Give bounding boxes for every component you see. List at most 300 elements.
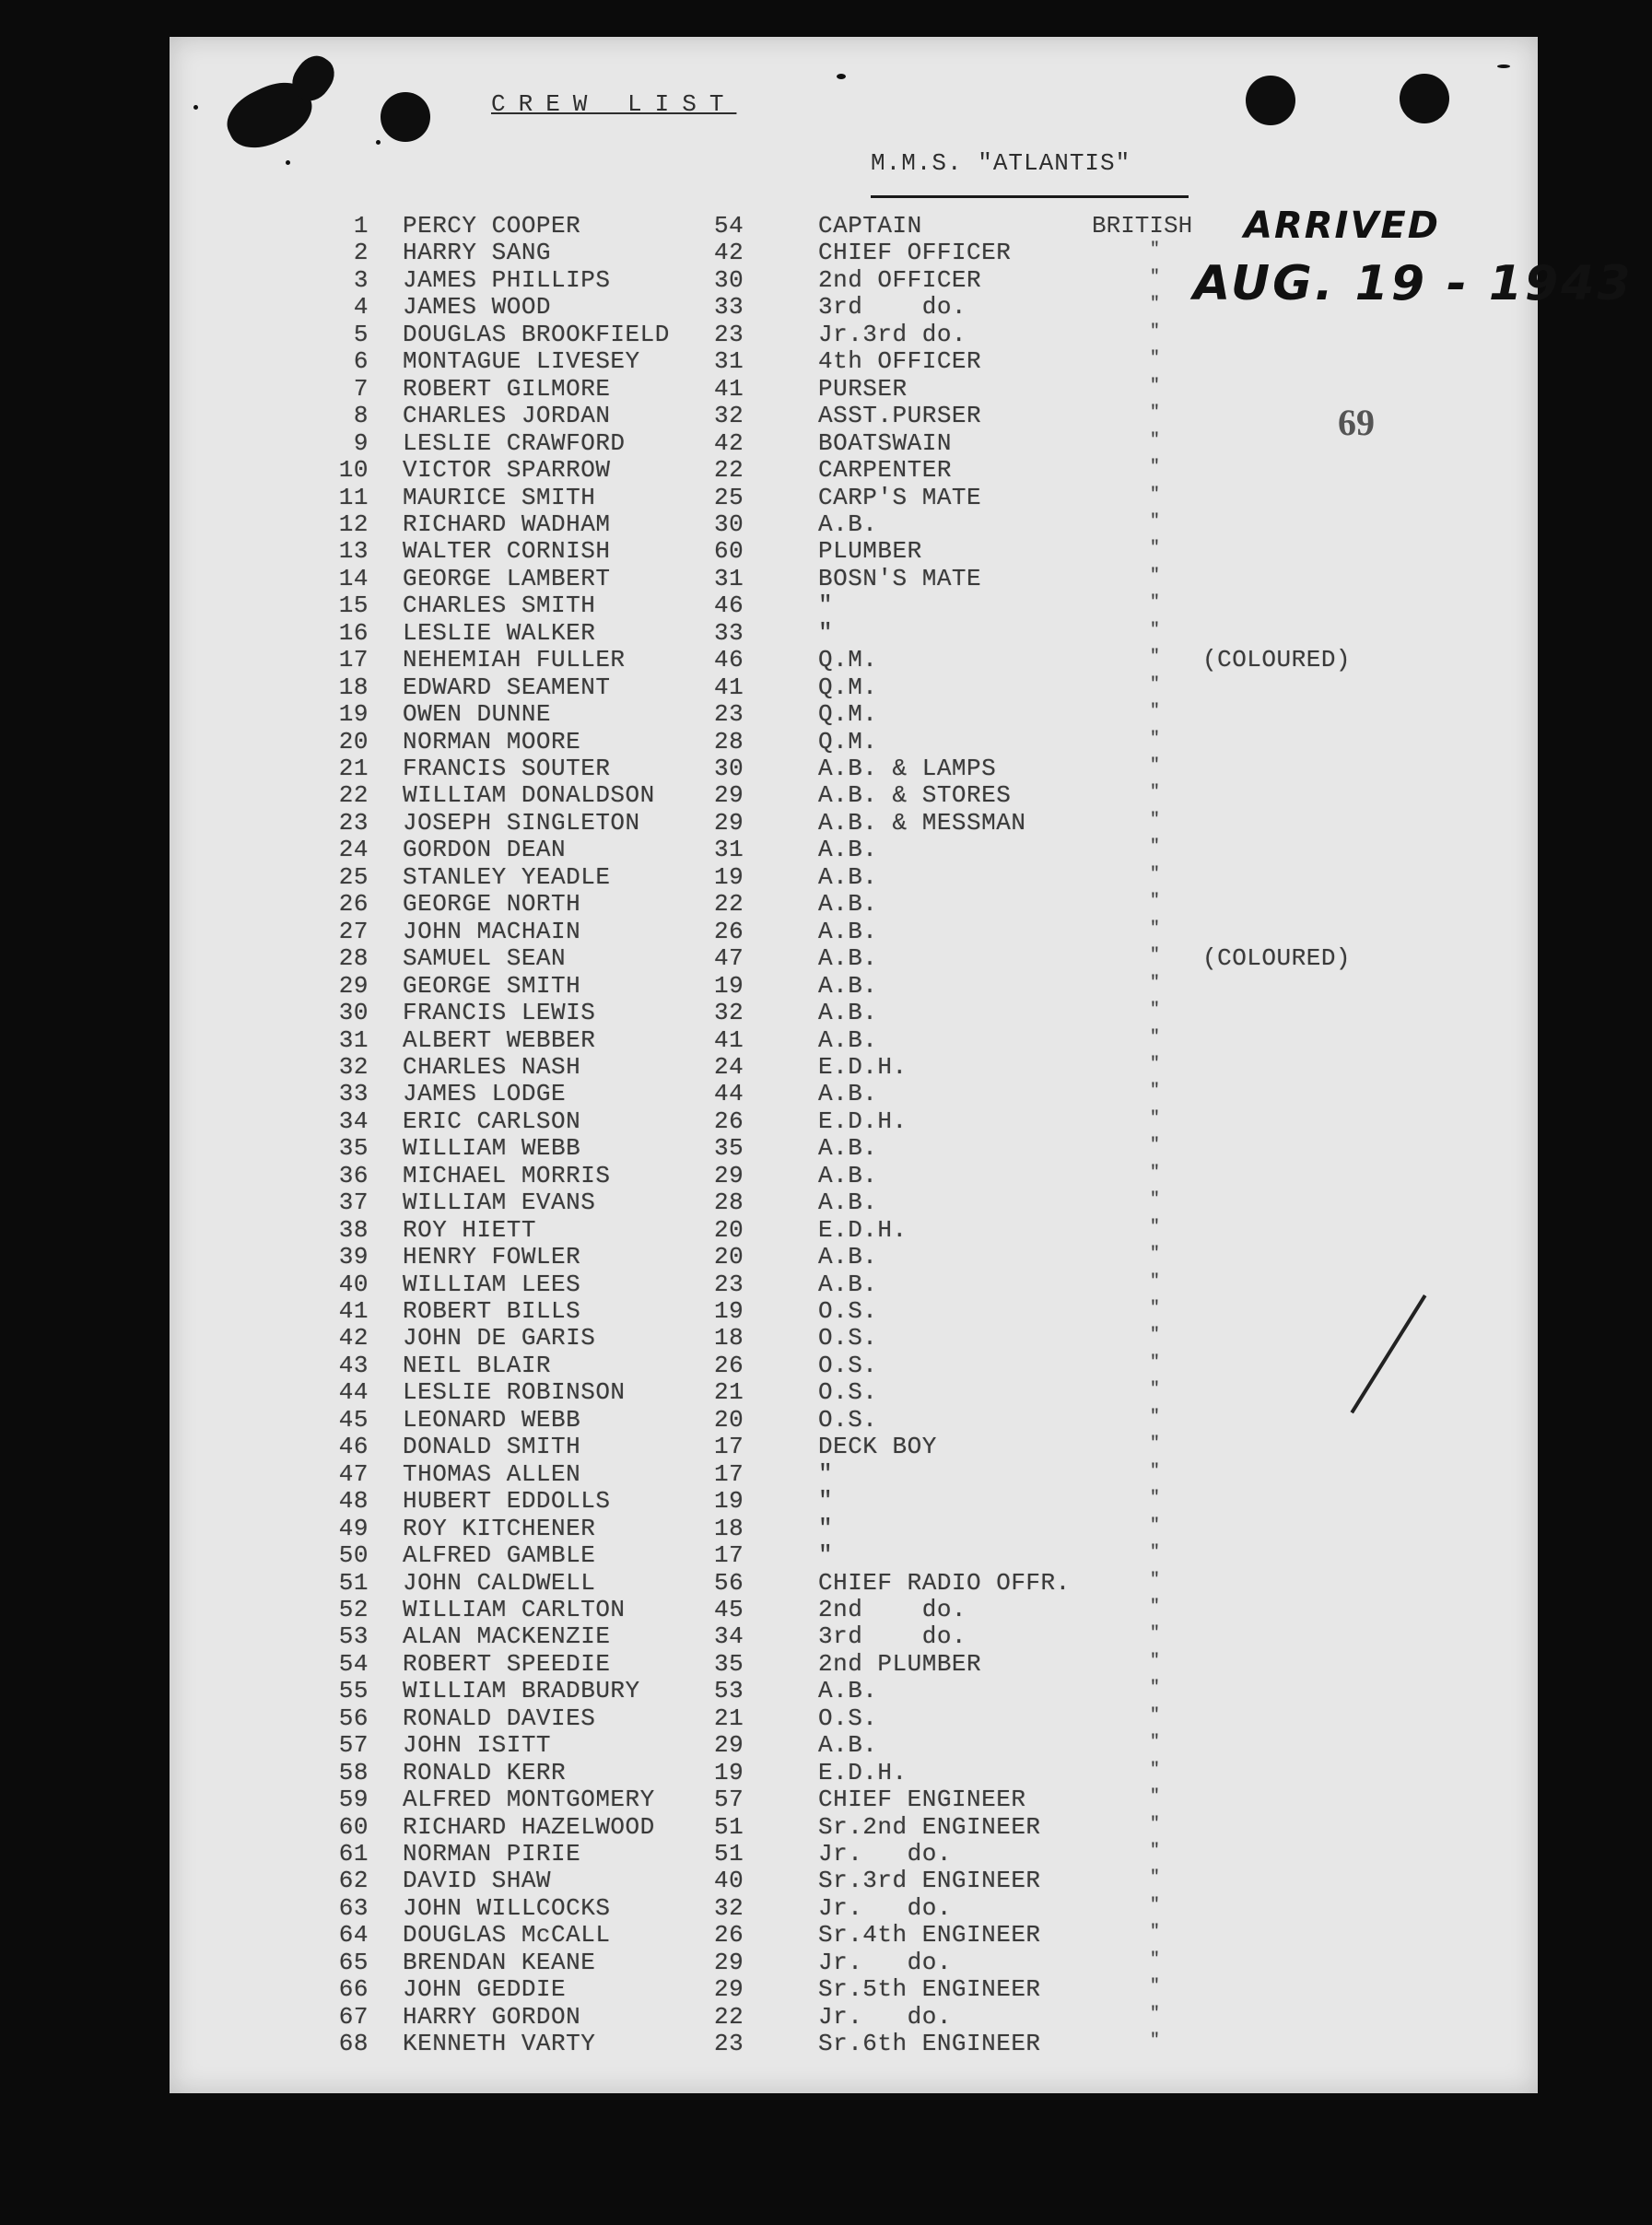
crew-age: 24: [714, 1052, 744, 1081]
crew-name: JAMES LODGE: [403, 1080, 567, 1108]
crew-rank: Q.M.: [818, 646, 878, 674]
crew-nationality: ": [1150, 702, 1161, 721]
crew-name: ALFRED GAMBLE: [403, 1541, 596, 1570]
crew-name: ROBERT GILMORE: [403, 374, 611, 403]
row-number: 33: [338, 1080, 369, 1108]
crew-age: 17: [714, 1541, 744, 1570]
row-number: 54: [338, 1649, 369, 1678]
row-number: 27: [338, 917, 369, 945]
crew-name: ROY KITCHENER: [403, 1514, 596, 1542]
crew-nationality: ": [1150, 539, 1161, 558]
crew-nationality: ": [1150, 1082, 1161, 1101]
crew-name: MONTAGUE LIVESEY: [403, 347, 640, 376]
row-number: 64: [338, 1921, 369, 1950]
crew-name: NORMAN MOORE: [403, 727, 581, 755]
row-number: 1: [353, 212, 369, 240]
crew-nationality: ": [1150, 458, 1161, 477]
crew-rank: O.S.: [818, 1351, 878, 1379]
crew-rank: 2nd OFFICER: [818, 265, 982, 294]
row-number: 28: [338, 944, 369, 973]
crew-name: GEORGE SMITH: [403, 971, 581, 1000]
crew-rank: E.D.H.: [818, 1215, 908, 1244]
row-number: 35: [338, 1134, 369, 1163]
row-number: 56: [338, 1704, 369, 1732]
crew-name: JOHN WILLCOCKS: [403, 1893, 611, 1922]
crew-nationality: ": [1150, 674, 1161, 694]
row-number: 12: [338, 509, 369, 538]
crew-name: RONALD DAVIES: [403, 1704, 596, 1732]
crew-age: 51: [714, 1812, 744, 1841]
crew-name: KENNETH VARTY: [403, 2030, 596, 2058]
crew-name: WILLIAM DONALDSON: [403, 781, 655, 810]
crew-name: DAVID SHAW: [403, 1867, 552, 1895]
crew-age: 35: [714, 1134, 744, 1163]
row-number: 6: [353, 347, 369, 376]
crew-age: 19: [714, 1297, 744, 1325]
row-number: 48: [338, 1487, 369, 1516]
crew-nationality: ": [1150, 322, 1161, 341]
crew-age: 57: [714, 1786, 744, 1814]
crew-rank: Jr. do.: [818, 1893, 952, 1922]
crew-age: 20: [714, 1215, 744, 1244]
crew-rank: E.D.H.: [818, 1052, 908, 1081]
crew-rank: ": [818, 1541, 834, 1570]
row-number: 4: [353, 293, 369, 322]
crew-age: 17: [714, 1459, 744, 1488]
crew-rank: O.S.: [818, 1704, 878, 1732]
crew-name: RONALD KERR: [403, 1758, 567, 1786]
ink-speck: [837, 74, 846, 79]
crew-rank: A.B. & LAMPS: [818, 755, 997, 782]
crew-rank: ASST.PURSER: [818, 402, 982, 430]
crew-name: GEORGE NORTH: [403, 890, 581, 919]
crew-age: 26: [714, 1107, 744, 1135]
crew-rank: 2nd do.: [818, 1595, 967, 1623]
crew-rank: CARPENTER: [818, 456, 952, 485]
crew-name: JOHN ISITT: [403, 1731, 552, 1760]
crew-name: DOUGLAS McCALL: [403, 1921, 611, 1950]
crew-rank: PLUMBER: [818, 537, 922, 566]
row-number: 31: [338, 1025, 369, 1054]
crew-nationality: ": [1150, 1108, 1161, 1128]
crew-nationality: ": [1150, 1624, 1161, 1644]
folio-number: 69: [1338, 402, 1375, 443]
crew-nationality: ": [1150, 376, 1161, 395]
crew-age: 17: [714, 1433, 744, 1461]
row-number: 24: [338, 836, 369, 864]
crew-rank: PURSER: [818, 374, 908, 403]
row-number: 13: [338, 537, 369, 566]
crew-age: 33: [714, 618, 744, 647]
crew-nationality: ": [1150, 2004, 1161, 2023]
row-number: 19: [338, 700, 369, 729]
crew-age: 18: [714, 1324, 744, 1353]
crew-age: 40: [714, 1867, 744, 1895]
crew-name: JAMES WOOD: [403, 293, 552, 322]
crew-rank: 2nd PLUMBER: [818, 1649, 982, 1678]
crew-nationality: ": [1150, 1842, 1161, 1860]
crew-rank: CHIEF RADIO OFFR.: [818, 1568, 1071, 1597]
crew-rank: ": [818, 1514, 834, 1542]
crew-name: LESLIE CRAWFORD: [403, 428, 626, 457]
crew-age: 29: [714, 1731, 744, 1760]
crew-age: 19: [714, 862, 744, 891]
crew-name: ROY HIETT: [403, 1215, 536, 1244]
crew-rank: BOATSWAIN: [818, 428, 952, 457]
row-number: 61: [338, 1840, 369, 1868]
crew-age: 29: [714, 1975, 744, 2004]
row-number: 8: [353, 402, 369, 430]
row-number: 2: [353, 239, 369, 267]
crew-nationality: ": [1150, 783, 1161, 802]
row-number: 58: [338, 1758, 369, 1786]
row-number: 55: [338, 1677, 369, 1705]
crew-nationality: ": [1150, 566, 1161, 585]
crew-nationality: ": [1150, 1353, 1161, 1372]
ink-speck: [376, 140, 381, 145]
crew-nationality: ": [1150, 485, 1161, 504]
row-number: 47: [338, 1459, 369, 1488]
crew-rank: A.B.: [818, 836, 878, 864]
crew-rank: Jr.3rd do.: [818, 320, 967, 348]
row-number: 5: [353, 320, 369, 348]
crew-note: (COLOURED): [1202, 646, 1352, 674]
crew-nationality: ": [1150, 593, 1161, 613]
crew-nationality: ": [1150, 1977, 1161, 1997]
crew-nationality: ": [1150, 919, 1161, 938]
crew-name: JOHN CALDWELL: [403, 1568, 596, 1597]
crew-rank: ": [818, 618, 834, 647]
crew-rank: Jr. do.: [818, 1948, 952, 1976]
crew-rank: CHIEF OFFICER: [818, 239, 1012, 267]
crew-age: 31: [714, 836, 744, 864]
crew-rank: A.B.: [818, 999, 878, 1027]
crew-name: CHARLES NASH: [403, 1052, 581, 1081]
crew-nationality: ": [1150, 430, 1161, 450]
crew-rank: A.B.: [818, 1189, 878, 1217]
crew-name: HARRY GORDON: [403, 2002, 581, 2031]
crew-age: 22: [714, 890, 744, 919]
crew-rank: CHIEF ENGINEER: [818, 1786, 1026, 1814]
crew-name: GEORGE LAMBERT: [403, 564, 611, 592]
crew-rank: A.B.: [818, 1243, 878, 1271]
crew-name: ALAN MACKENZIE: [403, 1622, 611, 1651]
crew-age: 56: [714, 1568, 744, 1597]
handwritten-date: AUG. 19 - 1943: [1193, 256, 1634, 311]
crew-name: JOHN MACHAIN: [403, 917, 581, 945]
row-number: 14: [338, 564, 369, 592]
row-number: 16: [338, 618, 369, 647]
crew-rank: O.S.: [818, 1324, 878, 1353]
ship-name-underline: [871, 195, 1189, 198]
crew-age: 29: [714, 808, 744, 837]
crew-name: NEIL BLAIR: [403, 1351, 552, 1379]
crew-age: 29: [714, 1161, 744, 1189]
crew-rank: A.B.: [818, 1080, 878, 1108]
crew-age: 18: [714, 1514, 744, 1542]
crew-rank: CARP'S MATE: [818, 483, 982, 511]
crew-name: HENRY FOWLER: [403, 1243, 581, 1271]
crew-nationality: ": [1150, 1435, 1161, 1454]
crew-nationality: ": [1150, 1814, 1161, 1833]
punch-hole: [1400, 74, 1449, 123]
crew-name: ALFRED MONTGOMERY: [403, 1786, 655, 1814]
crew-nationality: ": [1150, 1217, 1161, 1236]
crew-nationality: ": [1150, 404, 1161, 423]
row-number: 39: [338, 1243, 369, 1271]
row-number: 34: [338, 1107, 369, 1135]
crew-rank: A.B.: [818, 890, 878, 919]
crew-rank: E.D.H.: [818, 1758, 908, 1786]
crew-name: WILLIAM WEBB: [403, 1134, 581, 1163]
crew-age: 31: [714, 564, 744, 592]
crew-nationality: ": [1150, 973, 1161, 992]
crew-age: 41: [714, 673, 744, 701]
crew-nationality: ": [1150, 837, 1161, 857]
crew-name: JOHN DE GARIS: [403, 1324, 596, 1353]
crew-name: OWEN DUNNE: [403, 700, 552, 729]
crew-rank: A.B. & STORES: [818, 781, 1012, 810]
row-number: 17: [338, 646, 369, 674]
crew-age: 35: [714, 1649, 744, 1678]
ink-speck: [193, 105, 198, 110]
crew-rank: Sr.3rd ENGINEER: [818, 1867, 1041, 1895]
crew-nationality: ": [1150, 648, 1161, 667]
row-number: 18: [338, 673, 369, 701]
crew-name: JOHN GEDDIE: [403, 1975, 567, 2004]
crew-age: 23: [714, 700, 744, 729]
crew-nationality: ": [1150, 1054, 1161, 1073]
crew-nationality: ": [1150, 810, 1161, 829]
crew-rank: A.B.: [818, 1677, 878, 1705]
ink-speck: [1497, 64, 1510, 68]
crew-age: 19: [714, 1487, 744, 1516]
crew-nationality: ": [1150, 1705, 1161, 1725]
crew-name: LEONARD WEBB: [403, 1405, 581, 1434]
row-number: 23: [338, 808, 369, 837]
crew-name: BRENDAN KEANE: [403, 1948, 596, 1976]
crew-nationality: ": [1150, 267, 1161, 287]
crew-rank: 4th OFFICER: [818, 347, 982, 376]
crew-age: 26: [714, 917, 744, 945]
row-number: 65: [338, 1948, 369, 1976]
crew-nationality: ": [1150, 1489, 1161, 1508]
crew-rank: A.B.: [818, 862, 878, 891]
crew-name: DONALD SMITH: [403, 1433, 581, 1461]
crew-nationality: ": [1150, 1299, 1161, 1317]
crew-nationality: ": [1150, 1923, 1161, 1942]
crew-age: 28: [714, 1189, 744, 1217]
crew-nationality: ": [1150, 1950, 1161, 1969]
crew-name: EDWARD SEAMENT: [403, 673, 611, 701]
row-number: 42: [338, 1324, 369, 1353]
crew-nationality: ": [1150, 1245, 1161, 1264]
crew-nationality: ": [1150, 756, 1161, 775]
crew-rank: A.B.: [818, 1134, 878, 1163]
crew-age: 28: [714, 727, 744, 755]
row-number: 11: [338, 483, 369, 511]
crew-nationality: ": [1150, 295, 1161, 314]
row-number: 49: [338, 1514, 369, 1542]
crew-name: WILLIAM CARLTON: [403, 1595, 626, 1623]
crew-rank: Sr.5th ENGINEER: [818, 1975, 1041, 2004]
crew-age: 25: [714, 483, 744, 511]
crew-name: ERIC CARLSON: [403, 1107, 581, 1135]
row-number: 25: [338, 862, 369, 891]
crew-rank: A.B.: [818, 917, 878, 945]
crew-name: MICHAEL MORRIS: [403, 1161, 611, 1189]
crew-rank: A.B.: [818, 971, 878, 1000]
crew-name: WILLIAM LEES: [403, 1270, 581, 1298]
crew-nationality: ": [1150, 1001, 1161, 1020]
crew-name: ROBERT BILLS: [403, 1297, 581, 1325]
crew-age: 22: [714, 456, 744, 485]
crew-age: 20: [714, 1243, 744, 1271]
crew-name: NEHEMIAH FULLER: [403, 646, 626, 674]
row-number: 10: [338, 456, 369, 485]
row-number: 44: [338, 1378, 369, 1407]
crew-age: 47: [714, 944, 744, 973]
crew-nationality: ": [1150, 1651, 1161, 1670]
crew-nationality: ": [1150, 1543, 1161, 1563]
crew-nationality: ": [1150, 892, 1161, 911]
row-number: 30: [338, 999, 369, 1027]
row-number: 45: [338, 1405, 369, 1434]
crew-age: 32: [714, 1893, 744, 1922]
punch-hole: [1246, 76, 1295, 125]
crew-age: 26: [714, 1351, 744, 1379]
crew-name: FRANCIS LEWIS: [403, 999, 596, 1027]
crew-rank: ": [818, 1487, 834, 1516]
crew-rank: Q.M.: [818, 727, 878, 755]
crew-age: 21: [714, 1704, 744, 1732]
crew-name: WILLIAM BRADBURY: [403, 1677, 640, 1705]
crew-age: 29: [714, 781, 744, 810]
crew-rank: CAPTAIN: [818, 212, 922, 240]
row-number: 26: [338, 890, 369, 919]
crew-age: 46: [714, 591, 744, 620]
crew-rank: 3rd do.: [818, 1622, 967, 1651]
row-number: 40: [338, 1270, 369, 1298]
crew-name: ALBERT WEBBER: [403, 1025, 596, 1054]
crew-age: 32: [714, 999, 744, 1027]
row-number: 68: [338, 2030, 369, 2058]
crew-nationality: ": [1150, 1679, 1161, 1698]
crew-nationality: ": [1150, 1380, 1161, 1399]
crew-rank: A.B.: [818, 944, 878, 973]
crew-name: WILLIAM EVANS: [403, 1189, 596, 1217]
crew-nationality: ": [1150, 1027, 1161, 1047]
crew-age: 42: [714, 239, 744, 267]
crew-rank: ": [818, 1459, 834, 1488]
crew-rank: A.B.: [818, 1731, 878, 1760]
crew-age: 42: [714, 428, 744, 457]
crew-nationality: ": [1150, 240, 1161, 260]
crew-nationality: ": [1150, 1163, 1161, 1182]
row-number: 63: [338, 1893, 369, 1922]
crew-age: 23: [714, 1270, 744, 1298]
crew-age: 32: [714, 402, 744, 430]
crew-name: WALTER CORNISH: [403, 537, 611, 566]
crew-name: GORDON DEAN: [403, 836, 567, 864]
crew-age: 30: [714, 509, 744, 538]
nationality-header: BRITISH: [1092, 212, 1193, 240]
row-number: 29: [338, 971, 369, 1000]
crew-rank: Jr. do.: [818, 2002, 952, 2031]
crew-name: RICHARD WADHAM: [403, 509, 611, 538]
crew-nationality: ": [1150, 729, 1161, 748]
crew-nationality: ": [1150, 349, 1161, 369]
crew-age: 45: [714, 1595, 744, 1623]
crew-rank: A.B.: [818, 509, 878, 538]
crew-age: 60: [714, 537, 744, 566]
crew-rank: Sr.6th ENGINEER: [818, 2030, 1041, 2058]
document-title: CREW LIST: [491, 90, 737, 118]
row-number: 21: [338, 755, 369, 782]
crew-nationality: ": [1150, 620, 1161, 639]
crew-nationality: ": [1150, 1570, 1161, 1589]
crew-nationality: ": [1150, 1326, 1161, 1345]
crew-age: 51: [714, 1840, 744, 1868]
crew-nationality: ": [1150, 1895, 1161, 1915]
crew-name: RICHARD HAZELWOOD: [403, 1812, 655, 1841]
crew-rank: Q.M.: [818, 700, 878, 729]
crew-rank: Sr.2nd ENGINEER: [818, 1812, 1041, 1841]
crew-nationality: ": [1150, 1868, 1161, 1888]
row-number: 15: [338, 591, 369, 620]
crew-nationality: ": [1150, 1597, 1161, 1616]
crew-rank: A.B.: [818, 1161, 878, 1189]
crew-rank: A.B.: [818, 1270, 878, 1298]
row-number: 46: [338, 1433, 369, 1461]
crew-age: 33: [714, 293, 744, 322]
row-number: 62: [338, 1867, 369, 1895]
row-number: 43: [338, 1351, 369, 1379]
ink-speck: [286, 160, 290, 165]
row-number: 41: [338, 1297, 369, 1325]
crew-age: 53: [714, 1677, 744, 1705]
crew-rank: A.B. & MESSMAN: [818, 808, 1026, 837]
crew-nationality: ": [1150, 1733, 1161, 1752]
crew-nationality: ": [1150, 1461, 1161, 1481]
crew-rank: ": [818, 591, 834, 620]
crew-age: 41: [714, 374, 744, 403]
crew-age: 26: [714, 1921, 744, 1950]
crew-age: 19: [714, 971, 744, 1000]
crew-rank: O.S.: [818, 1297, 878, 1325]
crew-age: 19: [714, 1758, 744, 1786]
crew-name: THOMAS ALLEN: [403, 1459, 581, 1488]
punch-hole: [381, 92, 430, 142]
crew-name: ROBERT SPEEDIE: [403, 1649, 611, 1678]
crew-nationality: ": [1150, 2032, 1161, 2051]
crew-age: 23: [714, 320, 744, 348]
crew-name: NORMAN PIRIE: [403, 1840, 581, 1868]
crew-name: VICTOR SPARROW: [403, 456, 611, 485]
crew-name: HUBERT EDDOLLS: [403, 1487, 611, 1516]
row-number: 7: [353, 374, 369, 403]
row-number: 32: [338, 1052, 369, 1081]
row-number: 3: [353, 265, 369, 294]
row-number: 53: [338, 1622, 369, 1651]
crew-name: LESLIE ROBINSON: [403, 1378, 626, 1407]
crew-nationality: ": [1150, 1760, 1161, 1779]
row-number: 57: [338, 1731, 369, 1760]
row-number: 52: [338, 1595, 369, 1623]
row-number: 38: [338, 1215, 369, 1244]
crew-age: 44: [714, 1080, 744, 1108]
crew-name: LESLIE WALKER: [403, 618, 596, 647]
